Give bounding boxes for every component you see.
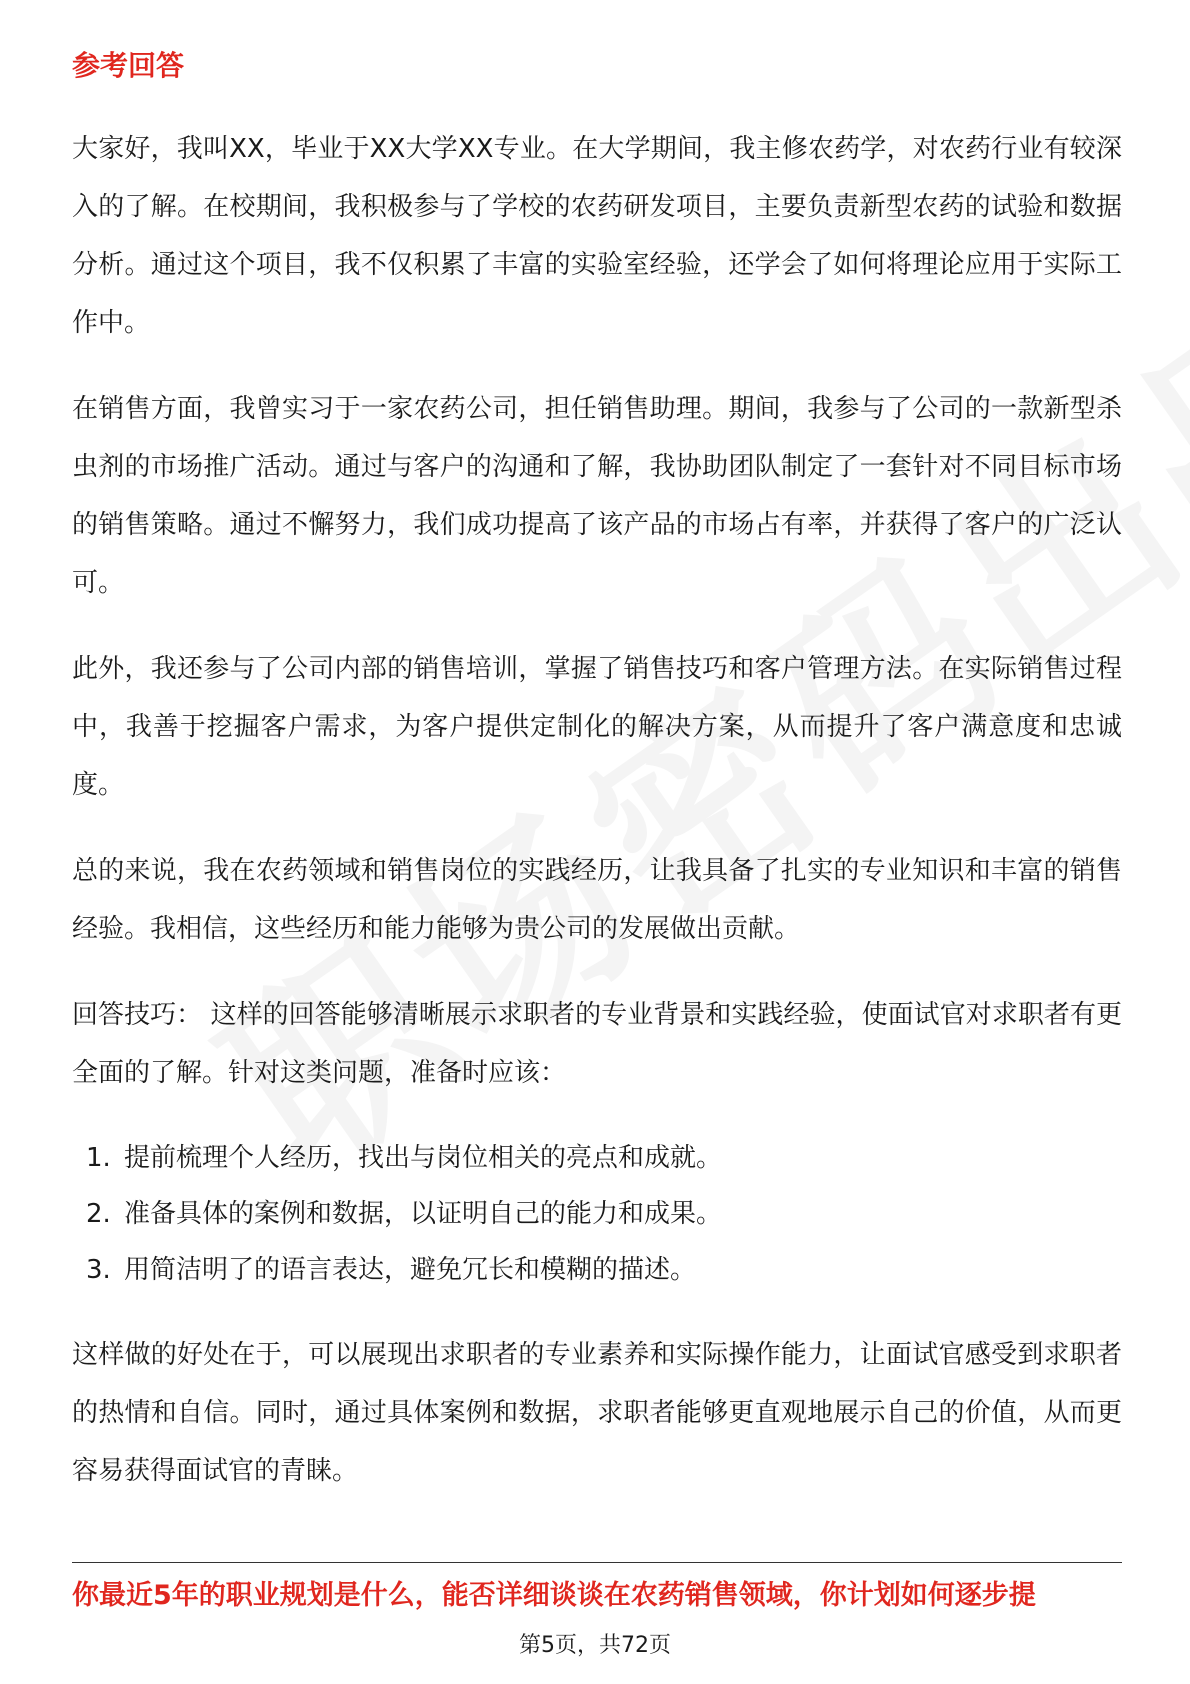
tips-intro-paragraph: 回答技巧： 这样的回答能够清晰展示求职者的专业背景和实践经验，使面试官对求职者有更全面的了解。针对这类问题，准备时应该：	[72, 1000, 1122, 1088]
list-item	[86, 1242, 1122, 1298]
page-number: 第5页，共72页	[519, 1633, 671, 1658]
list-item	[86, 1186, 1122, 1242]
answer-paragraph-2: 在销售方面，我曾实习于一家农药公司，担任销售助理。期间，我参与了公司的一款新型杀虫剂的市场推广活动。通过与客户的沟通和了解，我协助团队制定了一套针对不同目标市场的销售策略。通过不懈努力，我们成功提高了该产品的市场占有率，并获得了客户的广泛认可。	[72, 394, 1122, 598]
answer-paragraph-4: 总的来说，我在农药领域和销售岗位的实践经历，让我具备了扎实的专业知识和丰富的销售经验。我相信，这些经历和能力能够为贵公司的发展做出贡献。	[72, 856, 1122, 944]
answer-paragraph-3: 此外，我还参与了公司内部的销售培训，掌握了销售技巧和客户管理方法。在实际销售过程中，我善于挖掘客户需求，为客户提供定制化的解决方案，从而提升了客户满意度和忠诚度。	[72, 654, 1122, 800]
page-content	[72, 46, 1122, 1528]
list-item-number: 3.	[86, 1255, 111, 1285]
divider	[72, 1562, 1122, 1563]
next-question-heading: 你最近5年的职业规划是什么，能否详细谈谈在农药销售领域，你计划如何逐步提	[72, 1580, 1036, 1611]
closing-paragraph: 这样做的好处在于，可以展现出求职者的专业素养和实际操作能力，让面试官感受到求职者的热情和自信。同时，通过具体案例和数据，求职者能够更直观地展示自己的价值，从而更容易获得面试官的青睐。	[72, 1340, 1122, 1486]
list-item	[86, 1130, 1122, 1186]
section-title: 参考回答	[72, 49, 185, 82]
list-item-number: 1.	[86, 1143, 111, 1173]
list-item-text: 提前梳理个人经历，找出与岗位相关的亮点和成就。	[124, 1143, 723, 1173]
answer-paragraph-1: 大家好，我叫XX，毕业于XX大学XX专业。在大学期间，我主修农药学，对农药行业有较深入的了解。在校期间，我积极参与了学校的农药研发项目，主要负责新型农药的试验和数据分析。通过这个项目，我不仅积累了丰富的实验室经验，还学会了如何将理论应用于实际工作中。	[72, 134, 1122, 338]
list-item-number: 2.	[86, 1199, 111, 1229]
list-item-text: 准备具体的案例和数据，以证明自己的能力和成果。	[124, 1199, 723, 1229]
list-item-text: 用简洁明了的语言表达，避免冗长和模糊的描述。	[124, 1255, 697, 1285]
tips-list	[72, 1130, 1122, 1298]
